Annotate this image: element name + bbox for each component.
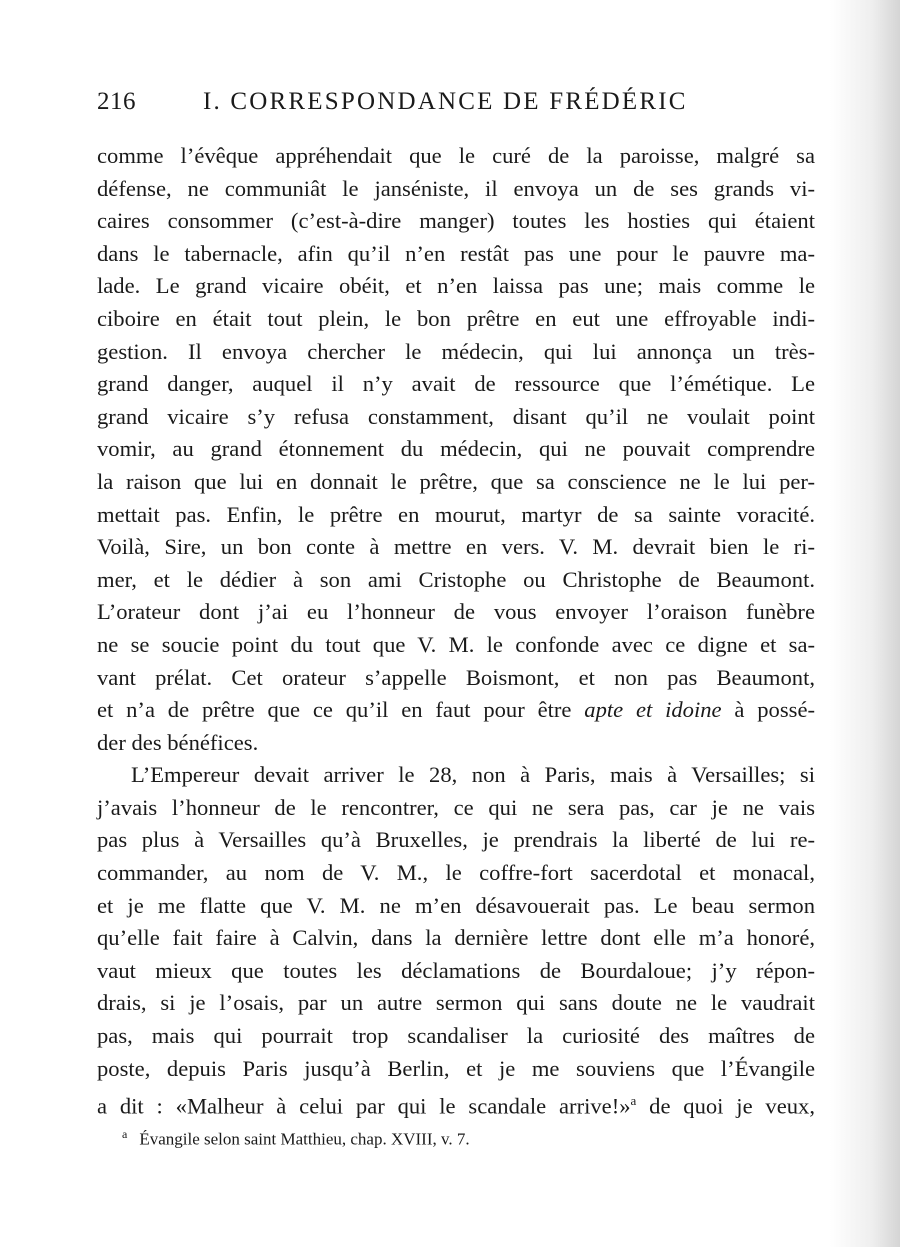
text-line: pas, mais qui pourrait trop scandaliser la curiosité des maîtres de — [97, 1023, 815, 1049]
text-segment: à possé- — [721, 697, 815, 723]
footnote-text: Évangile selon saint Matthieu, chap. XVIII, v. 7. — [139, 1129, 470, 1149]
running-head — [97, 88, 747, 124]
text-line: commander, au nom de V. M., le coffre-fort sacerdotal et monacal, — [97, 860, 815, 886]
text-line: Voilà, Sire, un bon conte à mettre en vers. V. M. devrait bien le ri- — [97, 534, 815, 560]
text-line: qu’elle fait faire à Calvin, dans la dernière lettre dont elle m’a honoré, — [97, 925, 815, 951]
text-line: poste, depuis Paris jusqu’à Berlin, et je me souviens que l’Évangile — [97, 1055, 815, 1081]
text-line: la raison que lui en donnait le prêtre, que sa conscience ne le lui per- — [97, 468, 815, 494]
text-line: j’avais l’honneur de le rencontrer, ce qui ne sera pas, car je ne vais — [97, 794, 815, 820]
text-line: ne se soucie point du tout que V. M. le confonde avec ce digne et sa- — [97, 631, 815, 657]
italic-phrase: apte et idoine — [584, 697, 722, 723]
footnote-mark: a — [122, 1127, 128, 1141]
text-line: drais, si je l’osais, par un autre sermon qui sans doute ne le vaudrait — [97, 990, 815, 1016]
text-line: grand danger, auquel il n’y avait de ressource que l’émétique. Le — [97, 371, 815, 397]
page-number: 216 — [97, 88, 136, 115]
text-segment: et n’a de prêtre que ce qu’il en faut pour être — [97, 697, 585, 723]
header-title: I. CORRESPONDANCE DE FRÉDÉRIC — [203, 88, 688, 115]
text-line: pas plus à Versailles qu’à Bruxelles, je prendrais la liberté de lui re- — [97, 827, 815, 853]
text-segment: de quoi je veux, — [636, 1093, 815, 1119]
text-line: et je me flatte que V. M. ne m’en désavouerait pas. Le beau sermon — [97, 892, 815, 918]
text-line: vant prélat. Cet orateur s’appelle Boismont, et non pas Beaumont, — [97, 664, 815, 690]
page-edge-shadow — [830, 0, 900, 1247]
text-line: L’orateur dont j’ai eu l’honneur de vous envoyer l’oraison funèbre — [97, 599, 815, 625]
text-line: comme l’évêque appréhendait que le curé de la paroisse, malgré sa — [97, 143, 815, 168]
text-line: défense, ne communiât le janséniste, il envoya un de ses grands vi- — [97, 175, 815, 201]
text-line: grand vicaire s’y refusa constamment, disant qu’il ne voulait point — [97, 403, 815, 429]
text-line: mettait pas. Enfin, le prêtre en mourut, martyr de sa sainte voracité. — [97, 501, 815, 527]
text-line: ciboire en était tout plein, le bon prêtre en eut une effroyable indi- — [97, 305, 815, 331]
body-text — [97, 140, 815, 1118]
text-line-paragraph-start: L’Empereur devait arriver le 28, non à Paris, mais à Versailles; si — [131, 762, 815, 788]
text-line: vaut mieux que toutes les déclamations de Bourdaloue; j’y répon- — [97, 957, 815, 983]
text-line: lade. Le grand vicaire obéit, et n’en laissa pas une; mais comme le — [97, 273, 815, 299]
text-segment: a dit : «Malheur à celui par qui le scandale arrive!» — [97, 1093, 631, 1119]
text-line: caires consommer (c’est-à-dire manger) toutes les hosties qui étaient — [97, 208, 815, 234]
footnote-reference: a — [630, 1093, 637, 1109]
text-line-with-footnote-ref — [97, 1085, 815, 1118]
text-line-italic — [97, 694, 815, 727]
text-line: dans le tabernacle, afin qu’il n’en restât pas une pour le pauvre ma- — [97, 240, 815, 266]
text-line: mer, et le dédier à son ami Cristophe ou Christophe de Beaumont. — [97, 566, 815, 592]
text-line: gestion. Il envoya chercher le médecin, qui lui annonça un très- — [97, 338, 815, 364]
text-line: vomir, au grand étonnement du médecin, qui ne pouvait comprendre — [97, 436, 815, 462]
text-line-paragraph-end: der des bénéfices. — [97, 729, 259, 755]
footnote — [122, 1127, 470, 1150]
